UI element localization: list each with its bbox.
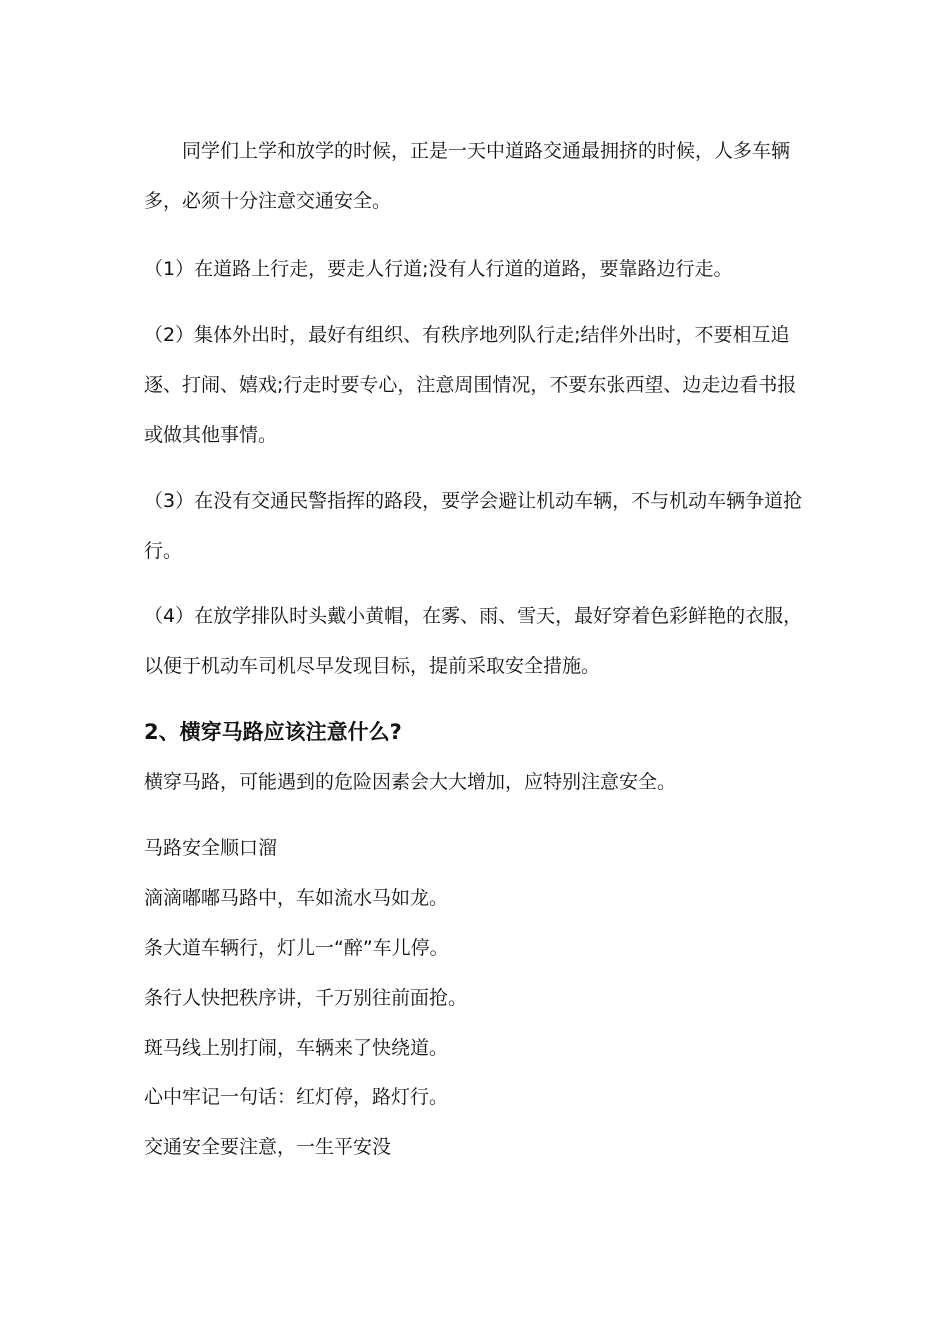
intro-paragraph: 同学们上学和放学的时候，正是一天中道路交通最拥挤的时候，人多车辆多，必须十分注意交通安全。	[144, 140, 791, 212]
section-2-text: 横穿马路，可能遇到的危险因素会大大增加，应特别注意安全。	[144, 771, 677, 793]
item-3-paragraph: （3）在没有交通民警指挥的路段，要学会避让机动车辆，不与机动车辆争道抢行。	[144, 490, 803, 562]
poem-line: 条行人快把秩序讲，千万别往前面抢。	[144, 987, 468, 1009]
item-2-paragraph: （2）集体外出时，最好有组织、有秩序地列队行走;结伴外出时，不要相互追逐、打闹、嬉戏;行走时要专心，注意周围情况，不要东张西望、边走边看书报或做其他事情。	[144, 324, 797, 446]
poem-line: 心中牢记一句话：红灯停，路灯行。	[144, 1086, 449, 1108]
section-2-heading: 2、横穿马路应该注意什么?	[144, 720, 402, 744]
poem-line: 滴滴嘟嘟马路中，车如流水马如龙。	[144, 887, 449, 909]
poem-line: 条大道车辆行，灯儿一“醉”车儿停。	[144, 937, 449, 959]
poem-line: 斑马线上别打闹，车辆来了快绕道。	[144, 1037, 449, 1059]
item-4-paragraph: （4）在放学排队时头戴小黄帽，在雾、雨、雪天，最好穿着色彩鲜艳的衣服，以便于机动车司机尽早发现目标，提前采取安全措施。	[144, 605, 803, 677]
poem-line: 交通安全要注意，一生平安没	[144, 1136, 392, 1158]
poem-title: 马路安全顺口溜	[144, 837, 278, 859]
item-1-paragraph: （1）在道路上行走，要走人行道;没有人行道的道路，要靠路边行走。	[144, 258, 733, 280]
